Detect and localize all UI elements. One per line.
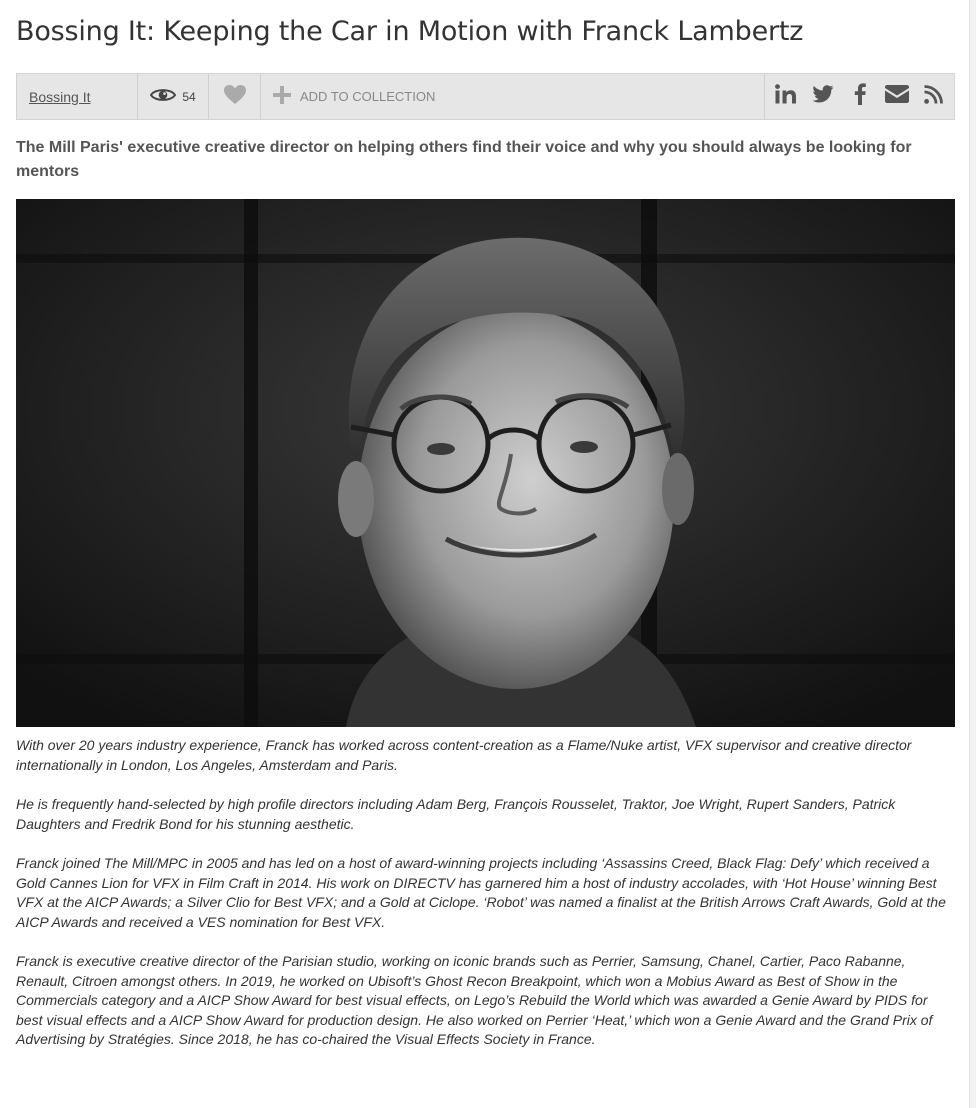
- email-icon: [885, 85, 909, 108]
- category-link[interactable]: Bossing It: [29, 88, 91, 105]
- body-paragraph: Franck is executive creative director of the Parisian studio, working on iconic brands such as Perrier, Samsung, Chanel, Cartier, Paco Rabanne, Renault, Citroen amongst others. In 2019, he worked on Ubisoft’s Ghost Recon Breakpoint, which won a Mobius Award as Best of Show in the Commercials category and a AICP Show Award for best visual effects, on Lego’s Rebuild the World which was awarded a Genie Award by PIDS for best visual effects and a AICP Show Award for production design. He also worked on Perrier ‘Heat,’ which won a Genie Award and the Grand Prix of Advertising by Stratégies. Since 2018, he has co-chaired the Visual Effects Society in France.: [16, 953, 933, 1047]
- email-share-button[interactable]: [878, 74, 915, 119]
- heart-icon: [223, 84, 247, 110]
- rss-button[interactable]: [915, 74, 952, 119]
- article-toolbar: [16, 73, 955, 120]
- eye-icon: [150, 87, 176, 106]
- add-to-collection-label: ADD TO COLLECTION: [300, 89, 436, 104]
- body-paragraph: Franck joined The Mill/MPC in 2005 and has led on a host of award-winning projects including ‘Assassins Creed, Black Flag: Defy’ which received a Gold Cannes Lion for VFX in Film Craft in 2014. His work on DIRECTV has garnered him a host of industry accolades, with ‘Hot House’ winning Best VFX at the AICP Awards; a Silver Clio for Best VFX; and a Gold at Ciclope. ‘Robot’ was named a finalist at the British Arrows Craft Awards, Gold at the AICP Awards and received a VES nomination for Best VFX.: [16, 855, 946, 930]
- twitter-icon: [812, 85, 834, 108]
- category-cell: [17, 74, 138, 119]
- portrait-photo: [16, 199, 955, 727]
- body-paragraph: With over 20 years industry experience, Franck has worked across content-creation as a Flame/Nuke artist, VFX supervisor and creative director internationally in London, Los Angeles, Amsterdam and Paris.: [16, 737, 912, 773]
- twitter-share-button[interactable]: [804, 74, 841, 119]
- add-to-collection-button[interactable]: [261, 74, 764, 119]
- linkedin-share-button[interactable]: [767, 74, 804, 119]
- social-share-group: [764, 74, 954, 119]
- views-counter: [138, 74, 209, 119]
- article-subtitle: The Mill Paris' executive creative director on helping others find their voice and why you should always be looking for mentors: [16, 139, 912, 180]
- rss-icon: [924, 85, 943, 109]
- article-title: Bossing It: Keeping the Car in Motion with Franck Lambertz: [16, 16, 804, 47]
- body-paragraph: He is frequently hand-selected by high profile directors including Adam Berg, François Rousselet, Traktor, Joe Wright, Rupert Sanders, Patrick Daughters and Fredrik Bond for his stunning aesthetic.: [16, 796, 896, 832]
- linkedin-icon: [775, 84, 797, 109]
- views-count: 54: [182, 89, 196, 104]
- facebook-share-button[interactable]: [841, 74, 878, 119]
- facebook-icon: [854, 83, 866, 110]
- plus-icon: [273, 86, 291, 107]
- article-body: [16, 736, 951, 1070]
- scrollbar-edge[interactable]: [969, 0, 976, 1108]
- like-button[interactable]: [209, 74, 261, 119]
